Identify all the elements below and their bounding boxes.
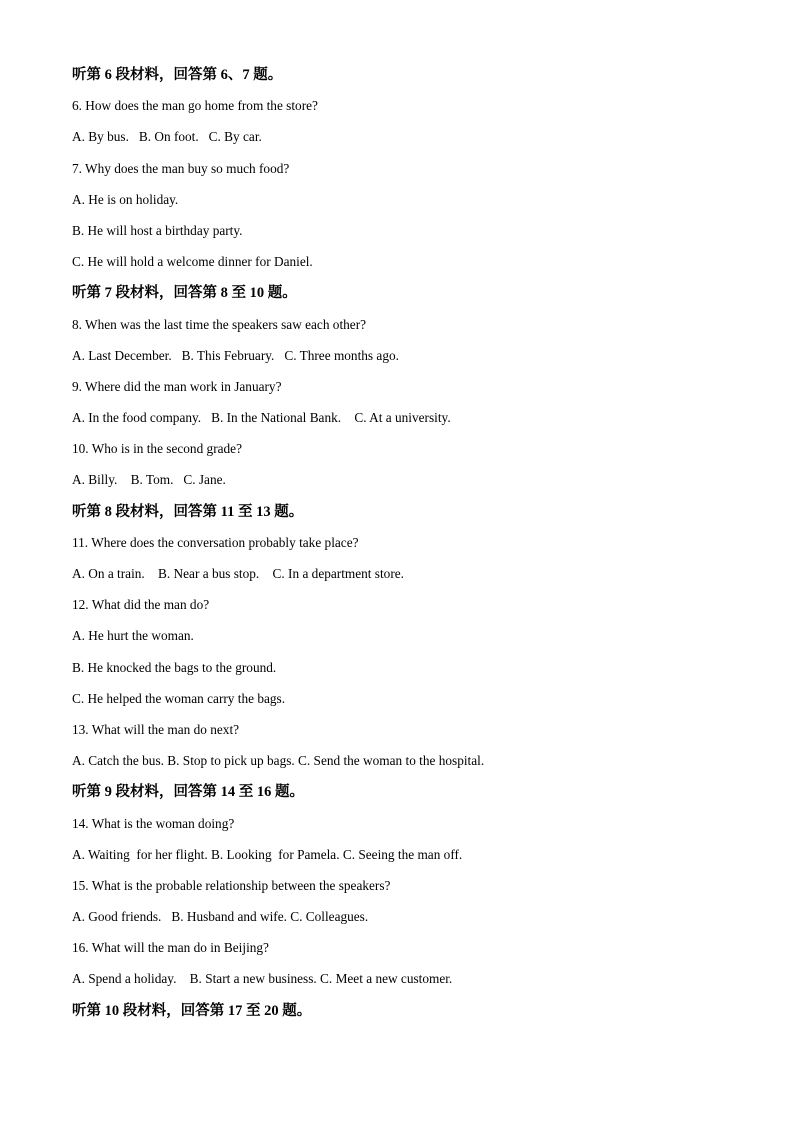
options-line: C. He will hold a welcome dinner for Daniel.: [72, 254, 313, 270]
options-line: A. Good friends. B. Husband and wife. C. Colleagues.: [72, 909, 369, 925]
options-line: A. He hurt the woman.: [72, 628, 194, 644]
exam-page: [72, 64, 732, 1031]
question-line: 8. When was the last time the speakers saw each other?: [72, 316, 367, 332]
section-heading: 听第 9 段材料，回答第 14 至 16 题。: [72, 784, 304, 801]
question-line: 6. How does the man go home from the store?: [72, 98, 318, 114]
options-line: A. On a train. B. Near a bus stop. C. In a department store.: [72, 566, 404, 581]
options-line: B. He will host a birthday party.: [72, 222, 243, 238]
question-line: 12. What did the man do?: [72, 597, 210, 613]
options-line: A. Last December. B. This February. C. Three months ago.: [72, 347, 399, 363]
section-heading: 听第 6 段材料，回答第 6、7 题。: [72, 67, 283, 83]
section-heading: 听第 8 段材料，回答第 11 至 13 题。: [72, 503, 304, 520]
question-line: 16. What will the man do in Beijing?: [72, 940, 269, 956]
options-line: A. In the food company. B. In the National Bank. C. At a university.: [72, 410, 451, 426]
options-line: B. He knocked the bags to the ground.: [72, 659, 277, 675]
question-line: 10. Who is in the second grade?: [72, 441, 242, 457]
options-line: A. Catch the bus. B. Stop to pick up bags. C. Send the woman to the hospital.: [72, 753, 485, 769]
options-line: A. Waiting for her flight. B. Looking for Pamela. C. Seeing the man off.: [72, 846, 463, 862]
section-heading: 听第 10 段材料，回答第 17 至 20 题。: [72, 1002, 312, 1019]
options-line: A. By bus. B. On foot. C. By car.: [72, 129, 262, 145]
question-line: 14. What is the woman doing?: [72, 815, 235, 831]
section-heading: 听第 7 段材料，回答第 8 至 10 题。: [72, 285, 297, 302]
question-line: 7. Why does the man buy so much food?: [72, 160, 290, 176]
question-line: 15. What is the probable relationship between the speakers?: [72, 877, 391, 893]
question-line: 11. Where does the conversation probably take place?: [72, 534, 359, 550]
options-line: A. Spend a holiday. B. Start a new business. C. Meet a new customer.: [72, 971, 453, 987]
options-line: C. He helped the woman carry the bags.: [72, 690, 286, 706]
question-line: 9. Where did the man work in January?: [72, 378, 282, 394]
question-line: 13. What will the man do next?: [72, 721, 240, 737]
options-line: A. He is on holiday.: [72, 191, 179, 207]
options-line: A. Billy. B. Tom. C. Jane.: [72, 472, 226, 488]
